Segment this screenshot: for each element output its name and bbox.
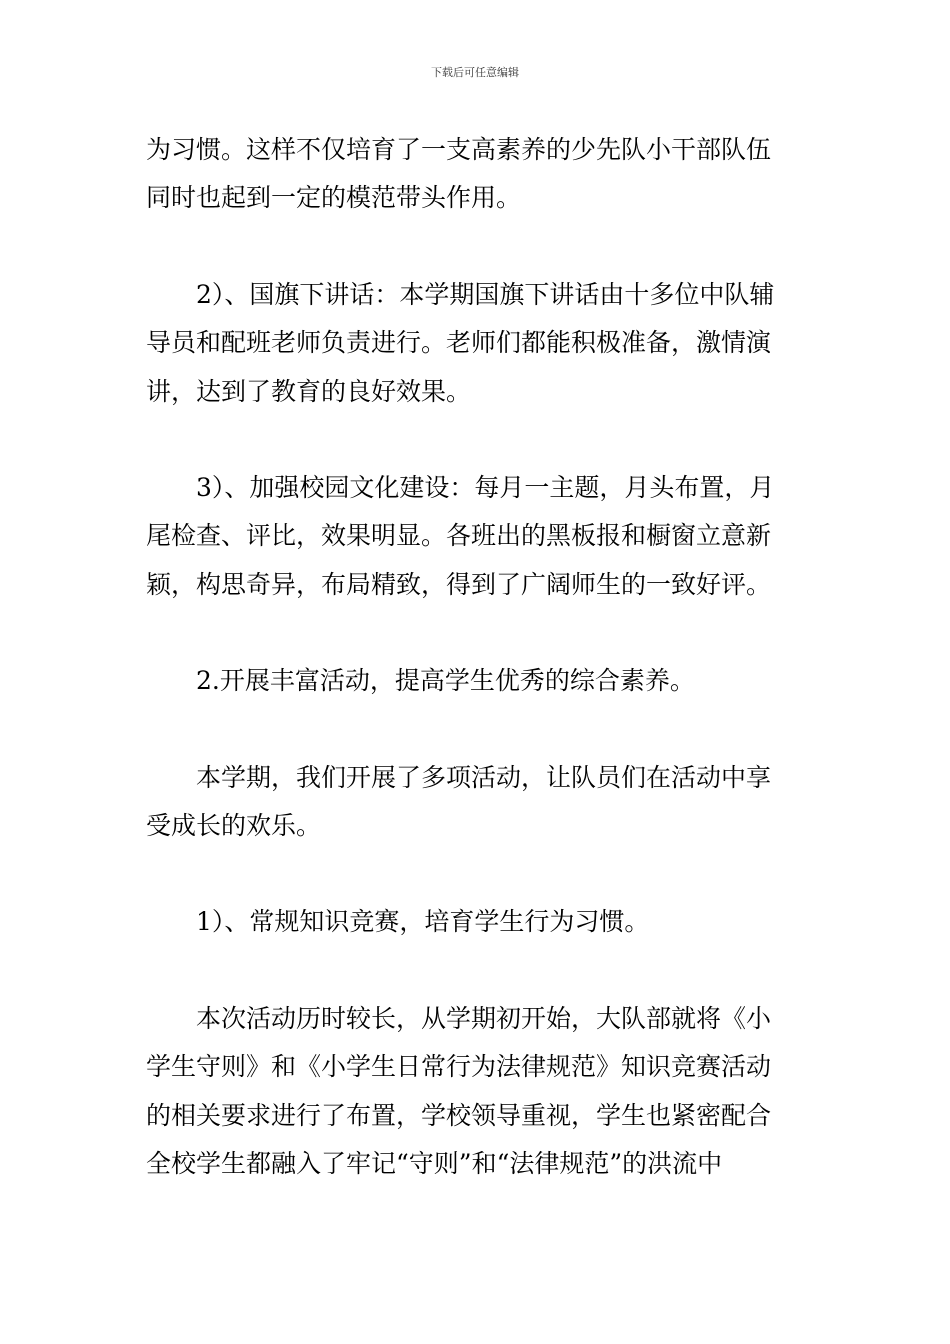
- text-line: 本学期，我们开展了多项活动，让队员们在活动中享: [196, 762, 772, 792]
- paragraph: [146, 754, 816, 851]
- text-line: 为习惯。这样不仅培育了一支高素养的少先队小干部队伍: [146, 135, 772, 164]
- text-line: 2）、国旗下讲话：本学期国旗下讲话由十多位中队辅: [196, 279, 775, 309]
- text-line: 2.开展丰富活动，提高学生优秀的综合素养。: [196, 666, 695, 696]
- text-line: 全校学生都融入了牢记“守则”和“法律规范”的洪流中: [146, 1149, 723, 1179]
- text-line: 学生守则》和《小学生日常行为法律规范》知识竞赛活动: [146, 1052, 772, 1082]
- paragraph: [146, 126, 816, 223]
- paragraph: [146, 995, 816, 1189]
- text-line: 受成长的欢乐。: [146, 811, 322, 841]
- text-line: 的相关要求进行了布置，学校领导重视，学生也紧密配合: [146, 1100, 772, 1130]
- text-line: 颖，构思奇异，布局精致，得到了广阔师生的一致好评。: [146, 569, 772, 599]
- text-line: 同时也起到一定的模范带头作用。: [146, 183, 522, 213]
- paragraph: [146, 657, 816, 705]
- paragraph: [146, 464, 816, 609]
- paragraph: [146, 271, 816, 416]
- page-header: 下载后可任意编辑: [431, 66, 519, 79]
- text-line: 尾检查、评比，效果明显。各班出的黑板报和橱窗立意新: [146, 521, 772, 551]
- text-line: 3）、加强校园文化建设：每月一主题，月头布置，月: [196, 473, 775, 503]
- document-body: [146, 126, 816, 1189]
- paragraph: [146, 898, 816, 946]
- text-line: 导员和配班老师负责进行。老师们都能积极准备，激情演: [146, 328, 772, 358]
- text-line: 讲，达到了教育的良好效果。: [146, 376, 472, 406]
- text-line: 本次活动历时较长，从学期初开始，大队部就将《小: [196, 1003, 772, 1033]
- text-line: 1）、常规知识竞赛，培育学生行为习惯。: [196, 907, 650, 937]
